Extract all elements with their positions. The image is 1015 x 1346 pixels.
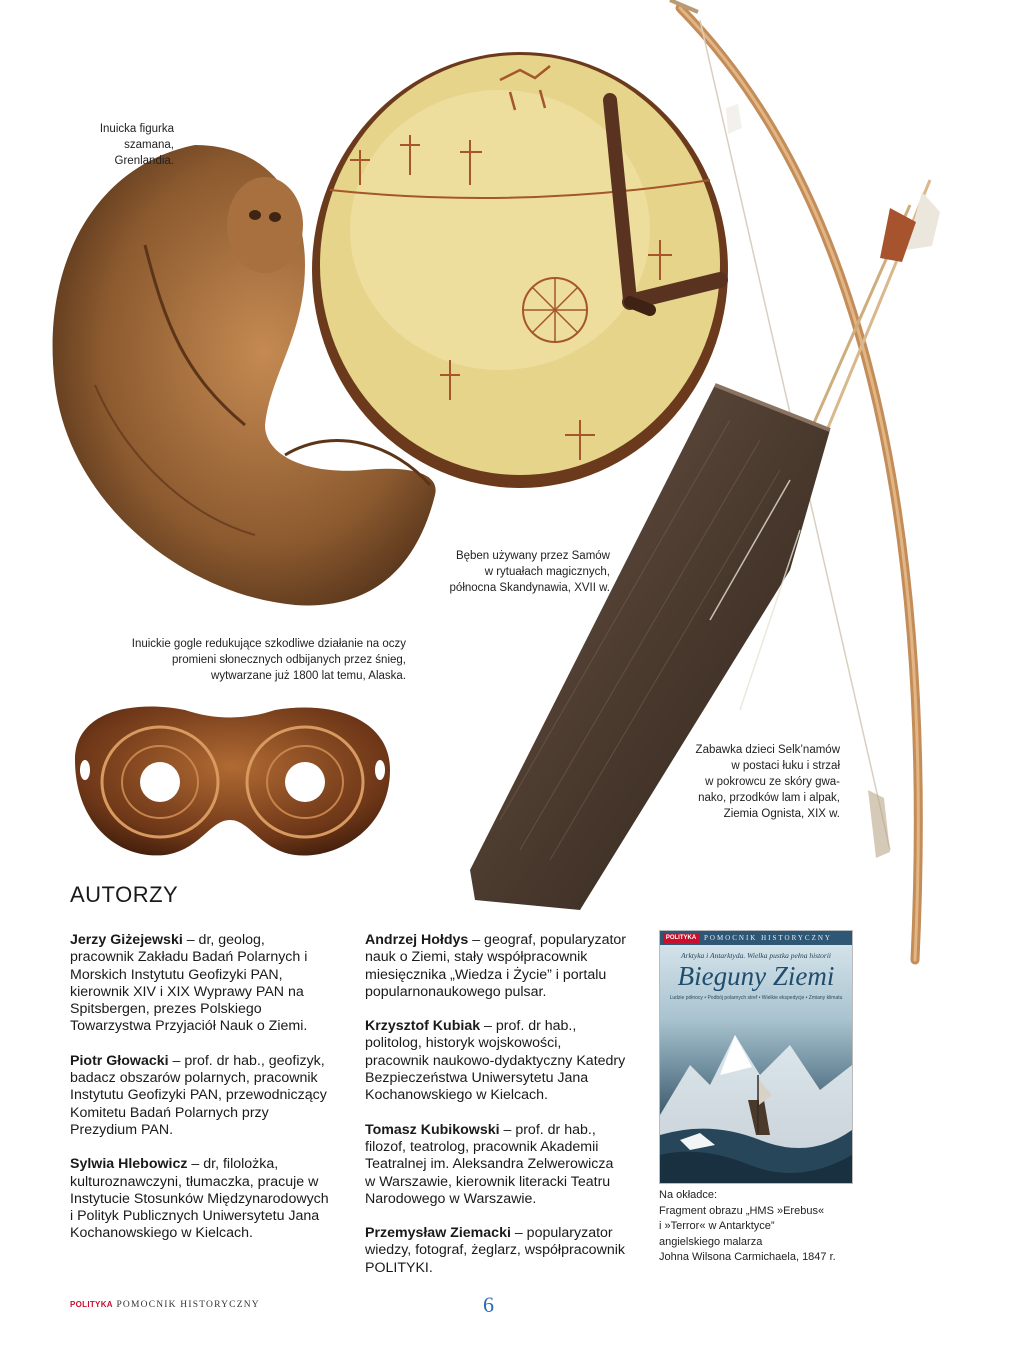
cover-caption <box>659 1188 859 1266</box>
author-name: Andrzej Hołdys <box>365 932 469 948</box>
caption-line: w postaci łuku i strzał <box>731 760 840 772</box>
caption-line: promieni słonecznych odbijanych przez śnieg, <box>172 654 406 666</box>
caption-line: w pokrowcu ze skóry gwa- <box>705 776 840 788</box>
shaman-figurine-illustration <box>35 125 445 615</box>
cover-brand-logo: POLITYKA <box>663 934 699 943</box>
caption-line: Bęben używany przez Samów <box>455 550 610 562</box>
cover-lead: Ludzie północy • Podbój polarnych stref • Wielkie ekspedycje • Zmiany klimatu <box>669 995 843 1001</box>
author-name: Tomasz Kubikowski <box>365 1121 500 1138</box>
cover-painting <box>660 1005 852 1183</box>
caption-line: Zabawka dzieci Selk’namów <box>695 744 840 756</box>
magazine-cover <box>659 930 853 1184</box>
caption-line: i »Terror« w Antarktyce” <box>659 1220 775 1232</box>
snow-goggles-illustration <box>55 690 405 870</box>
author-name: Krzysztof Kubiak <box>365 1018 481 1035</box>
author-name: Przemysław Ziemacki <box>365 1225 511 1242</box>
author-desc: – prof. dr hab., politolog, historyk wojskowości, pracownik naukowo-dydaktyczny Katedry Bezpieczeństwa Uniwersytetu Jana Kochanowskiego w Kielcach. <box>365 1018 626 1104</box>
author-desc: – geograf, popularyzator nauk o Ziemi, stały współpracownik miesięcznika „Wiedza i Życie” i portalu popularnonaukowego pulsar. <box>365 932 627 1000</box>
footer-logo: POLITYKA <box>70 1300 113 1309</box>
cover-subtitle: Arktyka i Antarktyda. Wielka pustka pełna historii <box>680 951 832 960</box>
footer-brand <box>70 1300 260 1310</box>
author-desc: – prof. dr hab., filozof, teatrolog, pracownik Akademii Teatralnej im. Aleksandra Zelwerowicza w Warszawie, kierownik literacki Teatru Narodowego w Warszawie. <box>365 1121 614 1207</box>
authors-column-right <box>365 932 627 1294</box>
caption-line: Grenlandia. <box>114 155 174 167</box>
author-entry <box>70 1156 332 1242</box>
caption-line: Inuickie gogle redukujące szkodliwe działanie na oczy <box>131 638 406 650</box>
author-entry <box>365 932 627 1001</box>
caption-line: Inuicka figurka <box>99 123 174 135</box>
caption-drum <box>400 548 610 596</box>
author-entry <box>365 1225 627 1277</box>
caption-line: północna Skandynawia, XVII w. <box>449 582 610 594</box>
caption-line: Na okładce: <box>659 1189 718 1201</box>
caption-line: wytwarzane już 1800 lat temu, Alaska. <box>211 670 406 682</box>
authors-column-left <box>70 932 332 1260</box>
fur-quiver-illustration <box>460 380 840 920</box>
caption-line: w rytuałach magicznych, <box>484 566 610 578</box>
author-name: Jerzy Giżejewski <box>70 932 183 948</box>
author-desc: – prof. dr hab., geofizyk, badacz obszarów polarnych, pracownik Instytutu Geofizyki PAN, przewodniczący Komitetu Badań Polarnych przy Prezydium PAN. <box>70 1052 327 1138</box>
author-desc: – dr, geolog, pracownik Zakładu Badań Polarnych i Morskich Instytutu Geofizyki PAN, kierownik XIV i XIX Wyprawy PAN na Spitsbergen, prezes Polskiego Towarzystwa Przyjaciół Nauk o Ziemi. <box>70 932 308 1035</box>
cover-title: Bieguny Ziemi <box>677 961 835 991</box>
caption-line: Fragment obrazu „HMS »Erebus« <box>659 1204 825 1217</box>
caption-goggles <box>80 636 406 684</box>
author-entry <box>70 932 332 1036</box>
author-entry <box>365 1122 627 1208</box>
author-entry <box>365 1018 627 1104</box>
footer-series: POMOCNIK HISTORYCZNY <box>116 1300 260 1310</box>
caption-figurine <box>40 121 174 169</box>
author-entry <box>70 1053 332 1139</box>
caption-line: szamana, <box>124 139 174 151</box>
caption-line: Ziemia Ognista, XIX w. <box>723 808 840 820</box>
page-number: 6 <box>483 1292 494 1317</box>
section-heading: AUTORZY <box>70 882 179 907</box>
author-desc: – dr, filolożka, kulturoznawczyni, tłumaczka, pracuje w Instytucie Stosunków Międzynarodowych i Polityk Publicznych Uniwersytetu Jana Kochanowskiego w Kielcach. <box>70 1156 329 1242</box>
author-name: Sylwia Hlebowicz <box>70 1156 188 1173</box>
caption-line: Johna Wilsona Carmichaela, 1847 r. <box>659 1251 836 1263</box>
author-name: Piotr Głowacki <box>70 1052 169 1069</box>
caption-line: angielskiego malarza <box>659 1235 763 1248</box>
cover-series-bar: POMOCNIK HISTORYCZNY <box>660 931 852 945</box>
caption-bow <box>660 742 840 822</box>
author-desc: – popularyzator wiedzy, fotograf, żeglarz, współpracownik POLITYKI. <box>365 1225 625 1276</box>
caption-line: nako, przodków lam i alpak, <box>698 792 840 804</box>
